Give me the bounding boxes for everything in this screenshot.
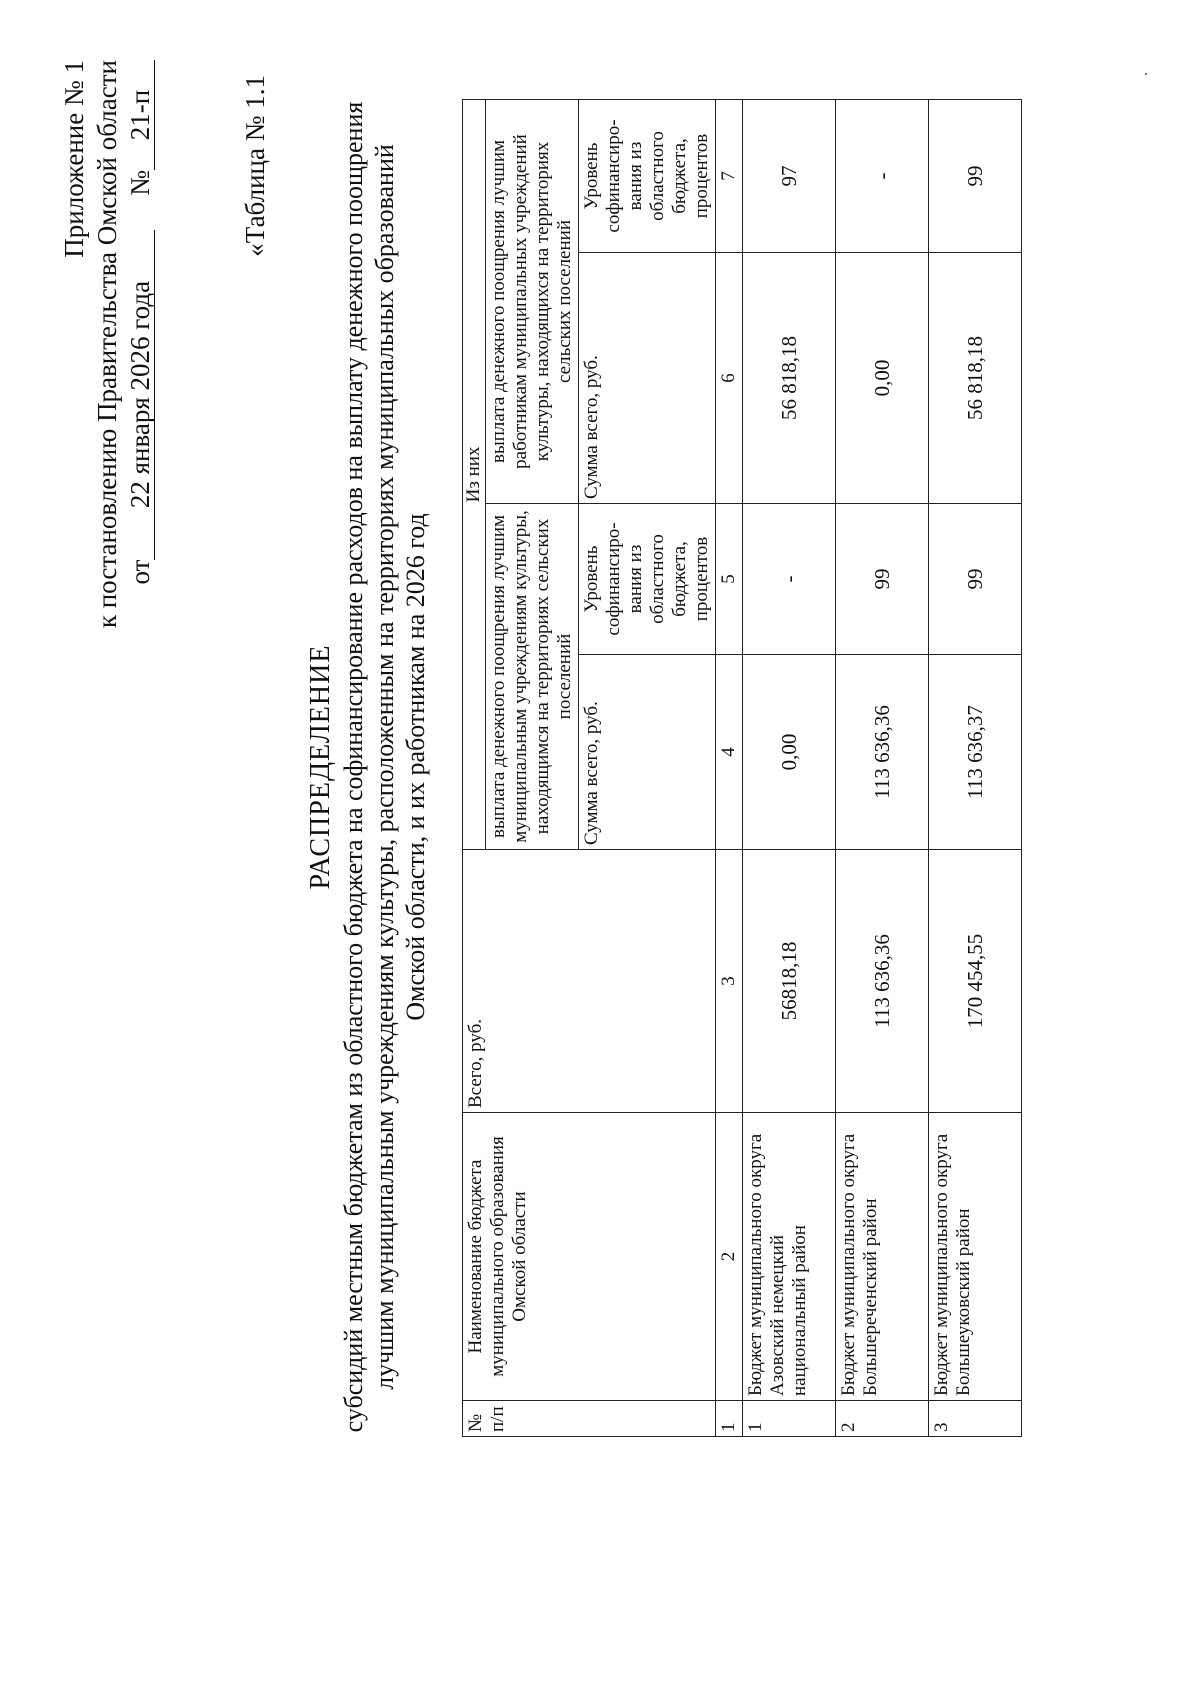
header-cofin-level-2: Уровень софинансиро-вания из областного бюджета, процентов	[579, 100, 716, 253]
row-total: 113 636,36	[836, 850, 929, 1113]
header-row-1	[463, 100, 486, 1437]
table-row	[836, 100, 929, 1437]
row-sum-institutions: 113 636,36	[836, 655, 929, 850]
row-sum-workers: 0,00	[836, 253, 929, 504]
row-budget-name: Бюджет муниципального округа Большереченский район	[836, 1113, 929, 1401]
column-number: 6	[716, 253, 743, 504]
column-number: 4	[716, 655, 743, 850]
column-numbers-row	[716, 100, 743, 1437]
title-block	[305, 97, 431, 1437]
table-row	[929, 100, 1022, 1437]
column-number: 1	[716, 1401, 743, 1437]
row-level-institutions: -	[743, 504, 836, 655]
table-row	[743, 100, 836, 1437]
table-number-label: «Таблица № 1.1	[240, 75, 270, 257]
number-label: №	[125, 170, 155, 196]
row-sum-workers: 56 818,18	[929, 253, 1022, 504]
header-group-workers: выплата денежного поощрения лучшим работникам муниципальных учреждений культуры, находящихся на территориях сельских поселений	[486, 100, 579, 504]
row-sum-institutions: 0,00	[743, 655, 836, 850]
row-number: 2	[836, 1401, 929, 1437]
column-number: 5	[716, 504, 743, 655]
row-level-institutions: 99	[929, 504, 1022, 655]
from-label: от	[125, 559, 155, 585]
document-heading: РАСПРЕДЕЛЕНИЕ	[305, 644, 336, 890]
column-number: 2	[716, 1113, 743, 1401]
distribution-table	[462, 99, 1022, 1437]
row-level-workers: 97	[743, 100, 836, 253]
row-sum-institutions: 113 636,37	[929, 655, 1022, 850]
row-total: 56818,18	[743, 850, 836, 1113]
column-number: 7	[716, 100, 743, 253]
header-cofin-level-1: Уровень софинансиро-вания из областного бюджета, процентов	[579, 504, 716, 655]
column-number: 3	[716, 850, 743, 1113]
row-level-institutions: 99	[836, 504, 929, 655]
row-total: 170 454,55	[929, 850, 1022, 1113]
decree-reference: к постановлению Правительства Омской области	[92, 60, 122, 629]
row-number: 3	[929, 1401, 1022, 1437]
header-name: Наименование бюджета муниципального образования Омской области	[463, 1113, 716, 1401]
header-total: Всего, руб.	[463, 850, 716, 1113]
row-sum-workers: 56 818,18	[743, 253, 836, 504]
row-budget-name: Бюджет муниципального округа Азовский немецкий национальный район	[743, 1113, 836, 1401]
row-level-workers: 99	[929, 100, 1022, 253]
header-sum-total-1: Сумма всего, руб.	[579, 655, 716, 850]
header-group-institutions: выплата денежного поощрения лучшим муниципальным учреждениям культуры, находящимся на территориях сельских поселений	[486, 504, 579, 850]
decree-date-line	[124, 60, 157, 960]
row-level-workers: -	[836, 100, 929, 253]
header-sum-total-2: Сумма всего, руб.	[579, 253, 716, 504]
appendix-block	[58, 60, 157, 960]
decree-date: 22 января 2026 года	[126, 230, 155, 560]
header-num: № п/п	[463, 1401, 716, 1437]
title-line-1: субсидий местным бюджетам из областного бюджета на софинансирование расходов на выплату денежного поощрения	[339, 101, 368, 1433]
row-budget-name: Бюджет муниципального округа Большеуковский район	[929, 1113, 1022, 1401]
appendix-title: Приложение № 1	[59, 60, 89, 258]
header-of-them: Из них	[463, 100, 486, 850]
title-line-3: Омской области, и их работникам на 2026 год	[401, 513, 430, 1021]
title-line-2: лучшим муниципальным учреждениям культуры, расположенным на территориях муниципальных образований	[370, 144, 399, 1390]
decree-number: 21-п	[126, 60, 155, 170]
row-number: 1	[743, 1401, 836, 1437]
scan-speck	[1145, 73, 1147, 75]
